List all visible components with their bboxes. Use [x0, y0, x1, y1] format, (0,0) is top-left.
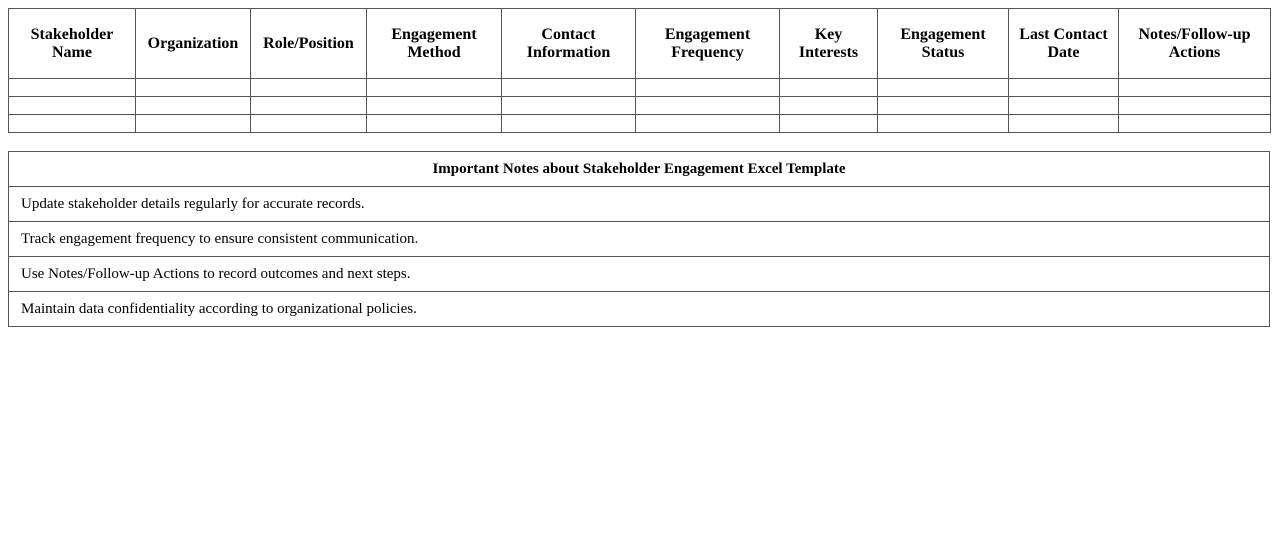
note-text: Track engagement frequency to ensure consistent communication. [9, 222, 1270, 257]
table-cell[interactable] [367, 97, 502, 115]
table-cell[interactable] [1119, 79, 1271, 97]
note-text: Maintain data confidentiality according to organizational policies. [9, 292, 1270, 327]
note-text: Update stakeholder details regularly for accurate records. [9, 187, 1270, 222]
table-cell[interactable] [367, 79, 502, 97]
table-cell[interactable] [1009, 97, 1119, 115]
table-cell[interactable] [9, 97, 136, 115]
table-cell[interactable] [251, 115, 367, 133]
table-cell[interactable] [136, 79, 251, 97]
table-cell[interactable] [878, 115, 1009, 133]
table-cell[interactable] [1009, 79, 1119, 97]
notes-title: Important Notes about Stakeholder Engagement Excel Template [9, 152, 1270, 187]
table-cell[interactable] [878, 79, 1009, 97]
table-cell[interactable] [136, 115, 251, 133]
page-content [8, 8, 1270, 327]
table-row [9, 79, 1271, 97]
table-cell[interactable] [9, 79, 136, 97]
table-cell[interactable] [636, 115, 780, 133]
table-cell[interactable] [780, 79, 878, 97]
table-cell[interactable] [636, 79, 780, 97]
header-last-contact-date[interactable]: Last Contact Date [1009, 9, 1119, 79]
table-cell[interactable] [136, 97, 251, 115]
list-item [9, 292, 1270, 327]
table-cell[interactable] [502, 97, 636, 115]
table-cell[interactable] [1119, 115, 1271, 133]
header-engagement-frequency[interactable]: Engagement Frequency [636, 9, 780, 79]
notes-table [8, 151, 1270, 327]
table-cell[interactable] [878, 97, 1009, 115]
table-cell[interactable] [502, 115, 636, 133]
table-cell[interactable] [780, 115, 878, 133]
list-item [9, 222, 1270, 257]
table-cell[interactable] [367, 115, 502, 133]
table-cell[interactable] [636, 97, 780, 115]
note-text: Use Notes/Follow-up Actions to record outcomes and next steps. [9, 257, 1270, 292]
header-contact-information[interactable]: Contact Information [502, 9, 636, 79]
table-cell[interactable] [502, 79, 636, 97]
header-key-interests[interactable]: Key Interests [780, 9, 878, 79]
table-cell[interactable] [780, 97, 878, 115]
header-engagement-method[interactable]: Engagement Method [367, 9, 502, 79]
header-stakeholder-name[interactable]: Stakeholder Name [9, 9, 136, 79]
table-cell[interactable] [251, 79, 367, 97]
table-cell[interactable] [1009, 115, 1119, 133]
header-role-position[interactable]: Role/Position [251, 9, 367, 79]
table-cell[interactable] [1119, 97, 1271, 115]
table-row [9, 97, 1271, 115]
header-engagement-status[interactable]: Engagement Status [878, 9, 1009, 79]
list-item [9, 257, 1270, 292]
stakeholder-table [8, 8, 1271, 133]
table-cell[interactable] [9, 115, 136, 133]
header-notes-follow-up[interactable]: Notes/Follow-up Actions [1119, 9, 1271, 79]
table-cell[interactable] [251, 97, 367, 115]
notes-header-row [9, 152, 1270, 187]
table-row [9, 115, 1271, 133]
header-row [9, 9, 1271, 79]
header-organization[interactable]: Organization [136, 9, 251, 79]
list-item [9, 187, 1270, 222]
